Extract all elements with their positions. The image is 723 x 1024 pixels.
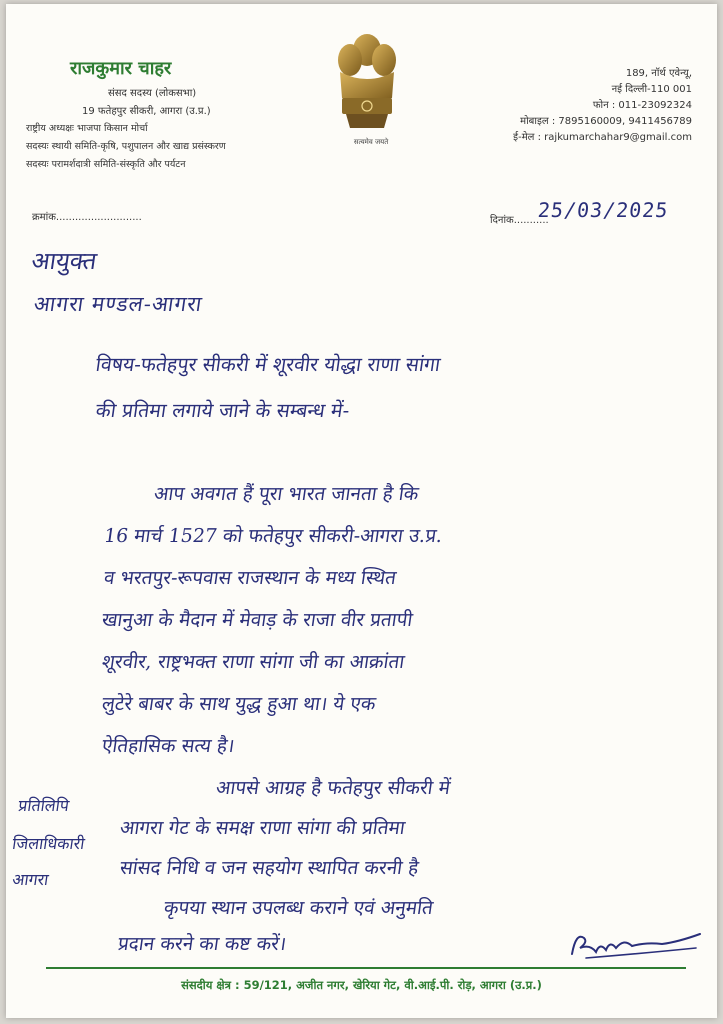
body-line: 16 मार्च 1527 को फतेहपुर सीकरी-आगरा उ.प्र. — [102, 525, 444, 547]
body-line: खानुआ के मैदान में मेवाड़ के राजा वीर प्रतापी — [100, 609, 415, 631]
subject-line: की प्रतिमा लगाये जाने के सम्बन्ध में- — [94, 399, 351, 422]
letterhead-left — [26, 56, 346, 171]
sender-constituency: 19 फतेहपुर सीकरी, आगरा (उ.प्र.) — [82, 106, 211, 117]
addressee-office: आगरा मण्डल-आगरा — [32, 292, 205, 316]
body-line: लुटेरे बाबर के साथ युद्ध हुआ था। ये एक — [100, 693, 378, 715]
mobile-line: मोबाइल : 7895160009, 9411456789 — [520, 116, 692, 127]
body-line: ऐतिहासिक सत्य है। — [100, 735, 236, 757]
addressee-title: आयुक्त — [29, 247, 99, 275]
footer-address: संसदीय क्षेत्र : 59/121, अजीत नगर, खेरिया गेट, वी.आई.पी. रोड़, आगरा (उ.प्र.) — [181, 978, 542, 992]
emblem-motto: सत्यमेव जयते — [353, 138, 389, 146]
reference-number-label: क्रमांक........................... — [32, 212, 142, 223]
body-line: आपसे आग्रह है फतेहपुर सीकरी में — [214, 777, 452, 799]
margin-note-line: जिलाधिकारी — [11, 834, 86, 853]
margin-note-line: प्रतिलिपि — [17, 796, 71, 815]
sender-name: राजकुमार चाहर — [70, 58, 172, 79]
body-line: प्रदान करने का कष्ट करें। — [116, 933, 288, 955]
address-line: 189, नॉर्थ एवेन्यू, — [625, 68, 692, 79]
body-line: सांसद निधि व जन सहयोग स्थापित करनी है — [118, 857, 420, 879]
address-line: नई दिल्ली-110 001 — [611, 84, 692, 95]
sender-role: सदस्यः परामर्शदात्री समिति-संस्कृति और पर्यटन — [26, 159, 186, 170]
subject-line: विषय-फतेहपुर सीकरी में शूरवीर योद्धा राणा सांगा — [94, 353, 442, 376]
phone-line: फोन : 011-23092324 — [592, 100, 692, 111]
margin-note-line: आगरा — [11, 870, 50, 889]
date-value: 25/03/2025 — [536, 198, 670, 222]
sender-designation: संसद सदस्य (लोकसभा) — [108, 88, 197, 99]
national-emblem-icon — [332, 28, 402, 148]
date-label: दिनांक........... — [490, 215, 549, 226]
footer-divider — [46, 967, 686, 969]
letterhead-right — [484, 66, 692, 146]
body-line: आगरा गेट के समक्ष राणा सांगा की प्रतिमा — [118, 817, 407, 839]
body-line: व भरतपुर-रूपवास राजस्थान के मध्य स्थित — [102, 567, 398, 589]
body-line: कृपया स्थान उपलब्ध कराने एवं अनुमति — [162, 897, 435, 919]
signature-icon — [566, 924, 706, 964]
letter-sheet — [6, 4, 717, 1018]
sender-role: सदस्यः स्थायी समिति-कृषि, पशुपालन और खाद्य प्रसंस्करण — [26, 141, 226, 152]
body-line: आप अवगत हैं पूरा भारत जानता है कि — [152, 483, 421, 505]
body-line: शूरवीर, राष्ट्रभक्त राणा सांगा जी का आक्रांता — [100, 651, 406, 673]
email-line: ई-मेल : rajkumarchahar9@gmail.com — [513, 132, 692, 143]
sender-role: राष्ट्रीय अध्यक्षः भाजपा किसान मोर्चा — [26, 123, 148, 134]
